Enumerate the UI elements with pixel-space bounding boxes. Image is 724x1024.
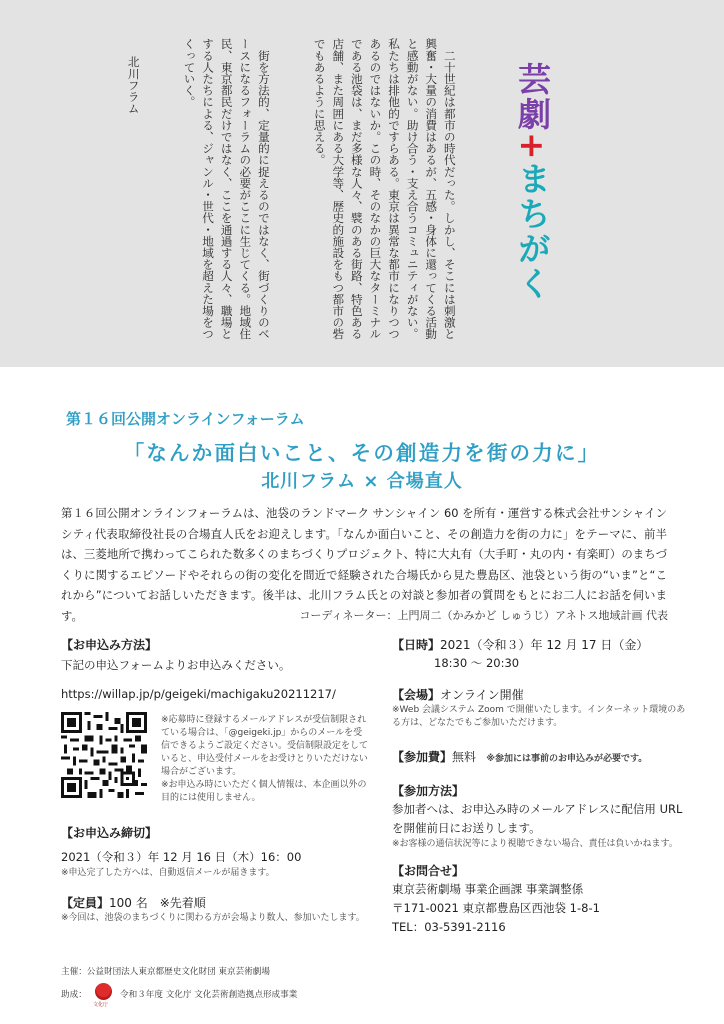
fee-note: ※参加には事前のお申込みが必要です。 (486, 754, 648, 764)
deadline-section (61, 824, 371, 880)
participation-note: ※お客様の通信状況等により視聴できない場合、責任は負いかねます。 (392, 839, 678, 849)
participation-section (392, 782, 692, 851)
deadline-value: 2021（令和３）年 12 月 16 日（木）16：00 (61, 850, 302, 864)
organizer-text: 主催：公益財団法人東京都歴史文化財団 東京芸術劇場 (61, 967, 270, 977)
fee-title: 【参加費】 (392, 750, 453, 764)
apply-note-privacy: ※お申込み時にいただく個人情報は、本企画以外の目的には使用しません。 (161, 780, 367, 803)
essay-signature: 北川フラム (126, 56, 141, 114)
contact-address: 〒171-0021 東京都豊島区西池袋 1-8-1 (392, 901, 600, 915)
venue-value: オンライン開催 (440, 688, 524, 702)
seal-text: 文化庁 (93, 1002, 109, 1008)
logo-line-2: まちがく (513, 161, 552, 302)
logo-line-1: 芸劇 (513, 62, 552, 132)
venue-row (392, 686, 692, 704)
contact-tel: TEL：03-5391-2116 (392, 920, 506, 934)
capacity-note: ※今回は、池袋のまちづくりに関わる方が会場より数人、参加いたします。 (61, 913, 365, 923)
date-section (392, 636, 692, 673)
logo-plus: + (513, 132, 552, 162)
apply-title: 【お申込み方法】 (61, 638, 158, 652)
date-row (392, 636, 692, 654)
deadline-title: 【お申込み締切】 (61, 826, 158, 840)
fee-row (392, 748, 692, 766)
capacity-row (61, 894, 371, 912)
participation-value: 参加者へは、お申込み時のメールアドレスに配信用 URL を開催前日にお送りします。 (392, 802, 683, 835)
contact-title: 【お問合せ】 (392, 864, 465, 878)
intro-text: 第１６回公開オンラインフォーラムは、池袋のランドマーク サンシャイン 60 を所有・運営する株式会社サンシャインシティ代表取締役社長の合場直人氏をお迎えします。「なんか面白いこと、その創造力を街の力に」をテーマに、前半は、三菱地所で携わってこられた数多くのまちづくりプロジェクト、特に大丸有（大手町・丸の内・有楽町）のまちづくりに関するエピソードやそれらの街の変化を間近で経験された合場氏から見た豊島区、池袋という街の“いま”と“これから”についてお話しいただきます。後半は、北川フラム氏との対談と参加者の質問をもとにお二人にお話を伺います。 (61, 506, 667, 623)
date-time: 18:30 ～ 20:30 (434, 656, 520, 670)
contact-section (392, 862, 692, 937)
essay-paragraph-1: 二十世紀は都市の時代だった。しかし、そこには刺激と興奮・大量の消費はあるが、五感・身体に還ってくる活動と感動がない。助け合う・支え合うコミュニティがない。私たちは排他的ですらある。東京は異常な都市になりつつあるのではないか。この時、そのなかの巨大なターミナルである池袋は、まだ多様な人々、襞のある街路、特色ある店舗、また周囲にある大学等、歴史的施設をもつ都市の砦でもあるように思える。 (312, 38, 457, 340)
apply-section (61, 636, 371, 704)
apply-instruction: 下記の申込フォームよりお申込みください。 (61, 658, 291, 672)
capacity-title: 【定員】 (61, 896, 110, 910)
support-text: 令和３年度 文化庁 文化芸術創造拠点形成事業 (120, 990, 298, 1000)
venue-title: 【会場】 (392, 688, 441, 702)
essay-paragraph-2: 街を方法的、定量的に捉えるのではなく、街づくりのベースになるフォーラムの必要がここに生じてくる。地域住民、東京都民だけではなく、ここを通過する人々、職場とする人たちによる、ジャンル・世代・地域を超えた場をつくっていく。 (182, 38, 271, 340)
venue-section (392, 686, 692, 730)
capacity-value: 100 名 ※先着順 (109, 896, 206, 910)
qr-code-icon[interactable] (61, 712, 147, 798)
support-label: 助成： (61, 990, 87, 1000)
capacity-section (61, 894, 371, 925)
coordinator: コーディネーター：上門周二（かみかど しゅうじ）アネトス地域計画 代表 (299, 609, 668, 622)
participation-title: 【参加方法】 (392, 784, 465, 798)
deadline-note: ※申込完了した方へは、自動返信メールが届きます。 (61, 868, 275, 878)
forum-series: 第１６回公開オンラインフォーラム (66, 410, 305, 428)
apply-notes (161, 714, 371, 805)
venue-note: ※Web 会議システム Zoom で開催いたします。インターネット環境のある方は、どなたでもご参加いただけます。 (392, 705, 686, 728)
contact-org: 東京芸術劇場 事業企画課 事業調整係 (392, 882, 584, 896)
apply-note-mail: ※応募時に登録するメールアドレスが受信制限されている場合は、「@geigeki.jp」からのメールを受信できるようご設定ください。受信制限設定をしていると、申込受付メールをお受けとりいただけない場合がございます。 (161, 715, 369, 777)
bunkacho-seal-icon (95, 983, 112, 1000)
date-value: 2021（令和３）年 12 月 17 日（金） (440, 638, 649, 652)
essay (106, 38, 496, 348)
fee-section (392, 748, 692, 766)
speaker-names: 北川フラム × 合場直人 (261, 471, 463, 492)
apply-url[interactable]: https://willap.jp/p/geigeki/machigaku20211217/ (61, 687, 336, 701)
date-title: 【日時】 (392, 638, 441, 652)
fee-value: 無料 (452, 750, 477, 764)
logo (512, 62, 552, 302)
forum-title: 「なんか面白いこと、その創造力を街の力に」 (123, 441, 601, 465)
